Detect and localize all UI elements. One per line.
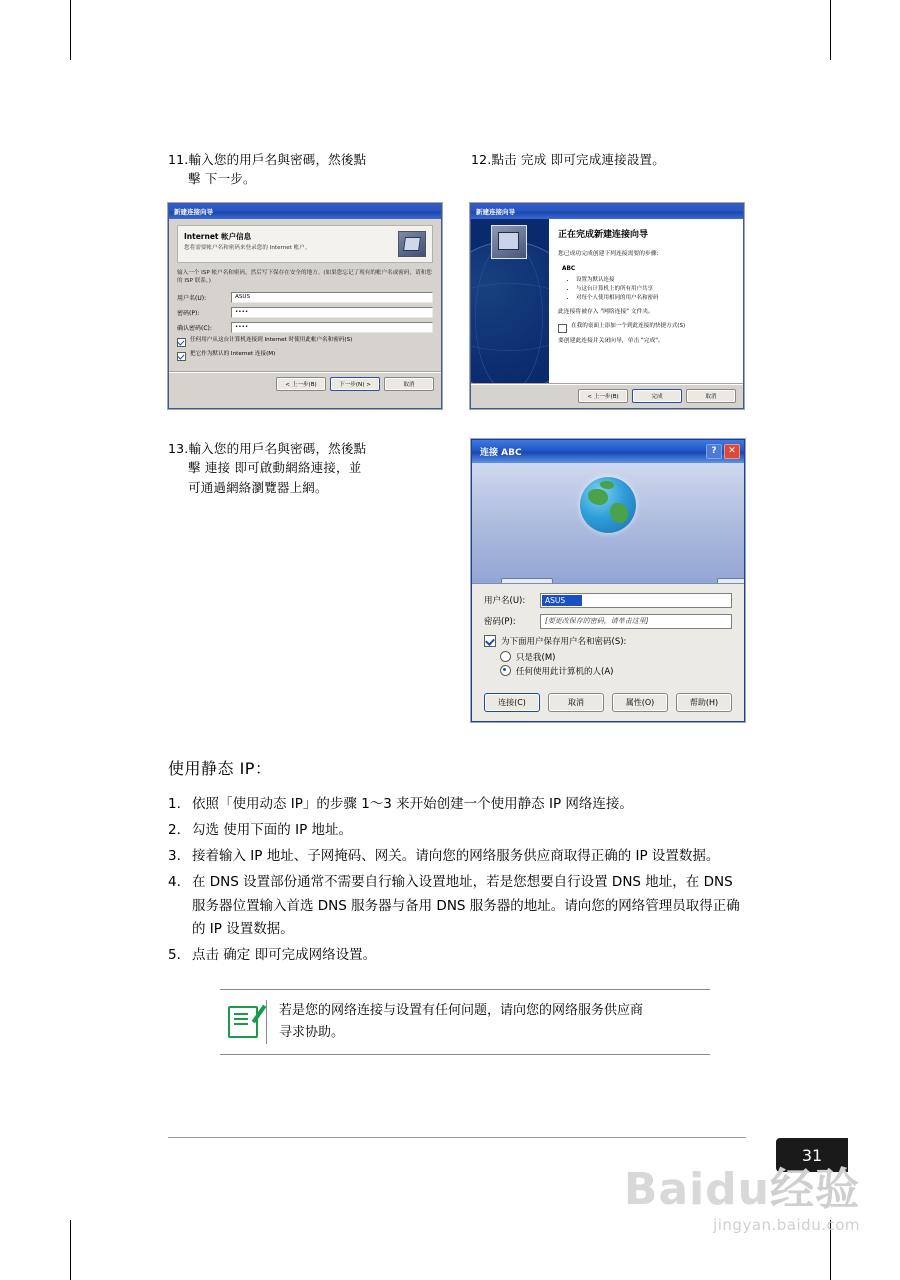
dialog-11-titlebar [169,204,441,219]
radio-anyone-label: 任何使用此计算机的人(A) [516,666,614,677]
back-button[interactable]: < 上一步(B) [276,377,326,391]
share-account-checkbox-row[interactable] [177,337,433,347]
network-icon [398,231,426,257]
globe-icon [471,241,549,383]
dialog-12-heading: 正在完成新建连接向导 [558,229,649,240]
confirm-password-label: 确认密码(C): [177,324,212,332]
step-11-text-col [168,150,443,189]
dialog-11-button-bar [169,371,441,396]
watermark [623,1164,860,1234]
list-item [168,871,746,941]
dialog-12-bullets [568,276,734,303]
list-item-number: 5. [168,947,181,964]
next-button[interactable]: 下一步(N) > [330,377,380,391]
checkbox-icon[interactable] [558,324,567,333]
step-13-text-col [168,439,443,722]
save-credentials-checkbox-row[interactable] [484,635,732,647]
finish-button[interactable]: 完成 [632,389,682,403]
list-item-text: 依照「使用动态 IP」的步骤 1～3 来开始创建一个使用静态 IP 网络连接。 [192,795,633,812]
username-label: 用户名(U): [484,596,526,607]
wizard-banner [471,219,549,383]
dialog-12-button-bar [471,383,743,408]
close-icon[interactable]: ✕ [724,444,740,459]
desktop-shortcut-checkbox-row[interactable] [558,323,734,333]
watermark-brand-cn: 经验 [770,1164,860,1215]
dialog-13-window-buttons [706,444,740,459]
dialog-12-intro: 您已成功完成创建下列连接需要的步骤: [558,251,659,258]
help-icon[interactable]: ? [706,444,722,459]
dialog-12-titlebar [471,204,743,219]
list-item-text: 点击 确定 即可完成网络设置。 [192,947,377,964]
password-hint: [要更改保存的密码，请单击这里] [545,617,649,626]
land-shape [600,481,614,489]
list-item-text: 在 DNS 设置部份通常不需要自行输入设置地址，若是您想要自行设置 DNS 地址，在 DNS 服务器位置输入首选 DNS 服务器与备用 DNS 服务器的地址。请向您的网络管理员取得正确的 IP 设置数据。 [192,874,740,937]
list-item-number: 3. [168,848,181,865]
dialog-12-note-2: 要创建此连接并关闭向导，单击 "完成"。 [558,338,664,345]
watermark-brand [623,1164,860,1215]
note-text [266,1000,710,1044]
page-number-badge: 31 [776,1138,848,1172]
username-input[interactable] [540,593,732,608]
username-label: 用户名(U): [177,294,207,302]
list-item [168,944,746,967]
dialog-12-account-name: ABC [562,265,576,272]
step-12-text [471,150,746,169]
dialog-11-header-desc: 您将需要帐户名和密码来登录您的 Internet 帐户。 [184,244,311,251]
radio-anyone-row[interactable] [500,665,732,677]
step-11-text [168,150,443,189]
radio-icon[interactable] [500,665,511,676]
username-field-row [177,292,433,303]
cancel-button[interactable]: 取消 [686,389,736,403]
dialog-completing-wizard [470,203,744,409]
list-item-text: 勾选 使用下面的 IP 地址。 [192,821,352,838]
dialog-11-header [177,225,433,263]
crop-mark-top-left [70,0,71,60]
confirm-password-field-row [177,322,433,333]
list-item: • 对每个人使用相同的用户名和密码 [576,294,734,302]
list-item: • 设置为默认连接 [576,276,734,284]
password-input[interactable]: •••• [231,307,433,318]
share-account-label: 任何用户从这台计算机连接到 Internet 时使用此帐户名和密码(S) [190,336,353,343]
cancel-button[interactable]: 取消 [384,377,434,391]
static-ip-steps-list [168,793,746,968]
dialog-11-header-title: Internet 帐户信息 [184,231,252,241]
radio-icon[interactable] [500,651,511,662]
dialog-11-header-text [184,231,384,257]
dialog-13-titlebar [472,440,744,463]
dialog-12-text [549,219,743,383]
username-value: ASUS [542,595,582,606]
step-13-line-1: 13.輸入您的用戶名與密碼，然後點 [168,440,367,456]
list-item-number: 2. [168,821,181,838]
note-box [220,989,710,1055]
password-label: 密码(P): [177,309,200,317]
dialog-13-button-bar [472,687,744,721]
default-connection-checkbox-row[interactable] [177,351,433,361]
radio-only-me-label: 只是我(M) [516,652,556,663]
dialog-11-content [169,219,441,371]
password-field-row [177,307,433,318]
dialog-12-body [471,219,743,408]
list-item: • 与这台计算机上的所有用户共享 [576,285,734,293]
connect-banner-image [472,463,744,584]
steps-11-12-screenshots [168,203,746,409]
step-11-line-2: 擊 下一步。 [188,171,256,187]
save-credentials-label: 为下面用户保存用户名和密码(S): [501,636,627,647]
password-field-row [484,614,732,629]
radio-only-me-row[interactable] [500,651,732,663]
cancel-button[interactable]: 取消 [548,693,604,712]
back-button[interactable]: < 上一步(B) [578,389,628,403]
note-icon-wrap [220,1000,266,1044]
connect-button[interactable]: 连接(C) [484,693,540,712]
crop-mark-top-right [830,0,831,60]
desktop-shortcut-label: 在我的桌面上添加一个到此连接的快捷方式(S) [571,323,686,330]
password-input[interactable] [540,614,732,629]
dialog-connect-abc [471,439,745,722]
land-shape [610,503,628,523]
checkbox-icon[interactable] [484,635,496,647]
crop-mark-bottom-left [70,1220,71,1280]
step-12-text-col [471,150,746,189]
list-item-number: 4. [168,874,181,891]
step-13-text [168,439,443,497]
notepad-pencil-icon [228,1006,258,1038]
footer-divider [168,1137,746,1138]
page-content [168,150,746,1055]
dialog-12-content [471,219,743,383]
step-12-line-1: 12.點击 完成 即可完成連接設置。 [471,152,665,167]
list-item [168,845,746,868]
username-field-row [484,593,732,608]
dialog-12-note-1: 此连接将被存入 "网络连接" 文件夹。 [558,309,654,316]
dialog-11-description: 输入一个 ISP 帐户名和密码，然后写下保存在安全的地方。(如果您忘记了现有的帐户名或密码，请和您的 ISP 联系。) [177,269,432,284]
step-13-block [168,439,746,722]
step-13-line-3: 可通過網絡瀏覽器上網。 [188,479,328,495]
step-13-line-2: 擊 連接 即可啟動網絡連接，並 [188,460,362,476]
step-11-line-1: 11.輸入您的用戶名與密碼，然後點 [168,152,367,167]
dialog-internet-account-info [168,203,442,409]
note-line-1: 若是您的网络连接与设置有任何问题，请向您的网络服务供应商 [279,1003,644,1019]
crop-mark-bottom-right [830,1220,831,1280]
dialog-13-title: 连接 ABC [480,447,522,458]
properties-button[interactable]: 属性(O) [612,693,668,712]
list-item [168,793,746,816]
list-item-number: 1. [168,795,181,812]
password-label: 密码(P): [484,617,516,628]
dialog-12-title: 新建连接向导 [476,207,515,216]
dialog-11-body [169,219,441,396]
list-item [168,819,746,842]
note-line-2: 寻求协助。 [279,1025,345,1041]
land-shape [588,489,608,505]
list-item-text: 接着输入 IP 地址、子网掩码、网关。请向您的网络服务供应商取得正确的 IP 设置数据。 [192,848,720,865]
earth-icon [580,477,636,533]
checkbox-icon[interactable] [177,352,186,361]
dialog-13-form [472,584,744,687]
steps-11-12-text [168,150,746,189]
section-heading-static-ip: 使用静态 IP： [168,758,272,778]
username-input[interactable]: ASUS [231,292,433,303]
checkbox-icon[interactable] [177,338,186,347]
watermark-url: jingyan.baidu.com [713,1216,860,1234]
dialog-11-title: 新建连接向导 [174,207,213,216]
help-button[interactable]: 帮助(H) [676,693,732,712]
watermark-brand-latin: Baidu [623,1164,770,1215]
default-connection-label: 把它作为默认的 Internet 连接(M) [190,350,276,357]
confirm-password-input[interactable]: •••• [231,322,433,333]
computer-icon [491,225,527,259]
